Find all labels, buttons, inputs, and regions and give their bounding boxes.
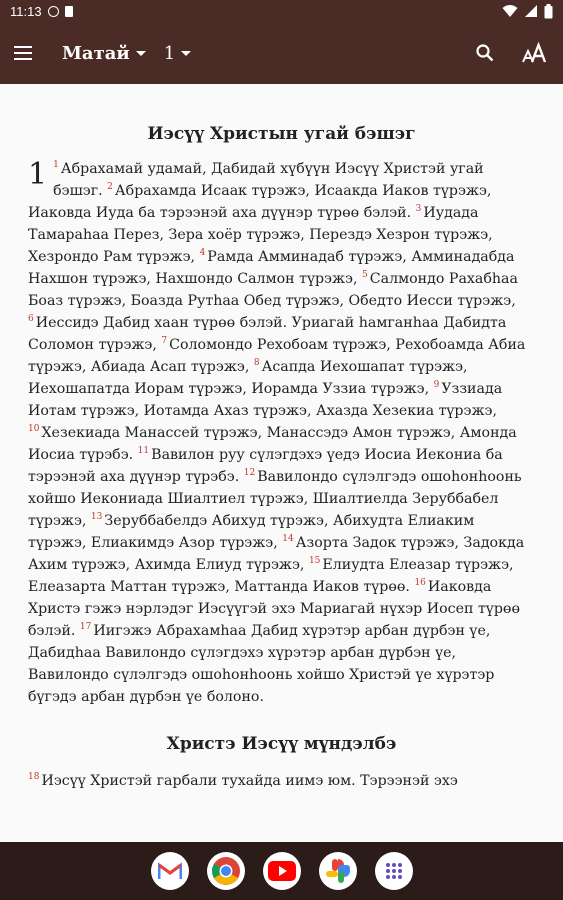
verse-number: 6: [28, 314, 34, 324]
verse-text[interactable]: Иаковда Христэ гэжэ нэрлэдэг Иэсүүгэй эхэ Мариагай нүхэр Иосеп түрөө бэлэй.: [28, 579, 520, 639]
book-name: Матай: [62, 42, 130, 64]
verse-text[interactable]: Хезекиада Манассей түрэжэ, Манассэдэ Амон түрэжэ, Амонда Иосиа түрэбэ.: [28, 425, 517, 463]
gmail-icon: [158, 862, 182, 880]
chevron-down-icon: [181, 51, 191, 56]
verse-text[interactable]: Азорта Задок түрэжэ, Задокда Ахим түрэжэ, Ахимда Елиуд түрэжэ,: [28, 535, 525, 573]
verse-number: 7: [161, 336, 168, 346]
verse-text[interactable]: Иэсүү Христэй гарбали тухайда иимэ юм. Тэрээнэй эхэ: [41, 773, 458, 789]
verse-text[interactable]: Асапда Иехошапат түрэжэ, Иехошапатда Иорам түрэжэ, Иорамда Уззиа түрэжэ,: [28, 359, 468, 397]
verse-number: 18: [28, 772, 40, 782]
verse-number: 2: [107, 182, 113, 192]
chapter-number: 1: [28, 157, 48, 192]
gmail-app[interactable]: [151, 852, 189, 890]
app-drawer-button[interactable]: [375, 852, 413, 890]
wifi-icon: [502, 4, 518, 18]
chapter-number-label: 1: [163, 42, 176, 64]
passage: [28, 770, 535, 792]
photos-app[interactable]: [319, 852, 357, 890]
verse-text[interactable]: Иудада Тамараһаа Перез, Зера хоёр түрэжэ, Перездэ Хезрон түрэжэ, Хезрондо Рам түрэжэ,: [28, 205, 493, 265]
battery-icon: [544, 4, 553, 19]
passage: [28, 158, 535, 708]
menu-icon-line: [14, 46, 32, 48]
sd-card-icon: [65, 6, 73, 17]
youtube-app[interactable]: [263, 852, 301, 890]
search-button[interactable]: [471, 39, 499, 67]
scripture-content[interactable]: [0, 84, 563, 842]
verse-text[interactable]: Елиудта Елеазар түрэжэ, Елеазарта Маттан түрэжэ, Маттанда Иаков түрөө.: [28, 557, 514, 595]
verse-number: 14: [282, 534, 294, 544]
menu-icon-line: [14, 52, 32, 54]
verse-number: 10: [28, 424, 40, 434]
verse-text[interactable]: Абрахамай удамай, Дабидай хүбүүн Иэсүү Христэй угай бэшэг.: [53, 161, 484, 199]
status-time: 11:13: [10, 3, 42, 19]
verse-text[interactable]: Соломондо Рехобоам түрэжэ, Рехобоамда Абиа түрэжэ, Абиада Асап түрэжэ,: [28, 337, 526, 375]
verse-number: 13: [90, 512, 103, 522]
verse-number: 1: [53, 160, 59, 170]
chrome-icon: [211, 856, 241, 886]
verse-text[interactable]: Зеруббабелдэ Абихуд түрэжэ, Абихудта Елиаким түрэжэ, Елиакимдэ Азор түрэжэ,: [28, 513, 475, 551]
verse-text[interactable]: Уззиада Иотам түрэжэ, Иотамда Ахаз түрэжэ, Ахазда Хезекиа түрэжэ,: [28, 381, 503, 419]
verse-number: 8: [253, 358, 260, 368]
verse-number: 16: [414, 578, 426, 588]
verse-number: 15: [308, 556, 321, 566]
app-drawer-icon: [385, 862, 403, 880]
photos-icon: [324, 857, 352, 885]
verse-text[interactable]: Салмондо Рахабһаа Боаз түрэжэ, Боазда Рутһаа Обед түрэжэ, Обедто Иесси түрэжэ,: [28, 271, 518, 309]
chrome-app[interactable]: [207, 852, 245, 890]
verse-text[interactable]: Вавилондо сүлэлгэдэ ошоһонһоонь хойшо Иекониада Шиалтиел түрэжэ, Шиалтиелда Зеруббабел түрэжэ,: [28, 469, 522, 529]
verse-number: 9: [433, 380, 440, 390]
verse-number: 3: [415, 204, 422, 214]
book-selector[interactable]: [62, 43, 146, 64]
status-right: [502, 4, 553, 19]
text-size-button[interactable]: [521, 39, 549, 67]
signal-icon: [524, 4, 538, 18]
chapter-selector[interactable]: [164, 43, 191, 64]
section-heading: Иэсүү Христын угай бэшэг: [147, 124, 416, 144]
verse-text[interactable]: Абрахамда Исаак түрэжэ, Исаакда Иаков түрэжэ, Иаковда Иуда ба тэрээнэй аха дүүнэр түрөө бэлэй.: [28, 183, 492, 221]
youtube-icon: [268, 861, 296, 881]
sync-icon: [48, 6, 59, 17]
chevron-down-icon: [136, 51, 146, 56]
section-heading: Христэ Иэсүү мүндэлбэ: [166, 734, 397, 754]
dock-bar: [0, 842, 563, 900]
search-icon: [475, 43, 495, 63]
status-bar: [0, 0, 563, 22]
verse-number: 12: [243, 468, 256, 478]
verse-number: 4: [199, 248, 206, 258]
menu-icon-line: [14, 58, 32, 60]
app-bar: [0, 22, 563, 84]
verse-text[interactable]: Иигэжэ Абрахамһаа Дабид хүрэтэр арбан дүрбэн үе, Дабидһаа Вавилондо сүлэгдэхэ хүрэтэр арбан дүрбэн үе, Вавилондо сүлэлгэдэ ошоһонһоонь хойшо Христэй үе хүрэтэр бүгэдэ арбан дүрбэн үе болоно.: [28, 623, 495, 705]
verse-text[interactable]: Рамда Амминадаб түрэжэ, Амминадабда Нахшон түрэжэ, Нахшондо Салмон түрэжэ,: [28, 249, 515, 287]
verse-number: 5: [362, 270, 368, 280]
menu-button[interactable]: [14, 39, 42, 67]
app-bar-actions: [471, 39, 549, 67]
verse-number: 11: [137, 446, 150, 456]
verse-text[interactable]: Вавилон руу сүлэгдэхэ үедэ Иосиа Иекониа ба тэрээнэй аха дүүнэр түрэбэ.: [28, 447, 503, 485]
verse-number: 17: [79, 622, 92, 632]
verse-text[interactable]: Иессидэ Дабид хаан түрөө бэлэй. Уриагай һамганһаа Дабидта Соломон түрэжэ,: [28, 315, 507, 353]
text-size-icon: [522, 42, 548, 64]
status-left: [10, 4, 73, 19]
